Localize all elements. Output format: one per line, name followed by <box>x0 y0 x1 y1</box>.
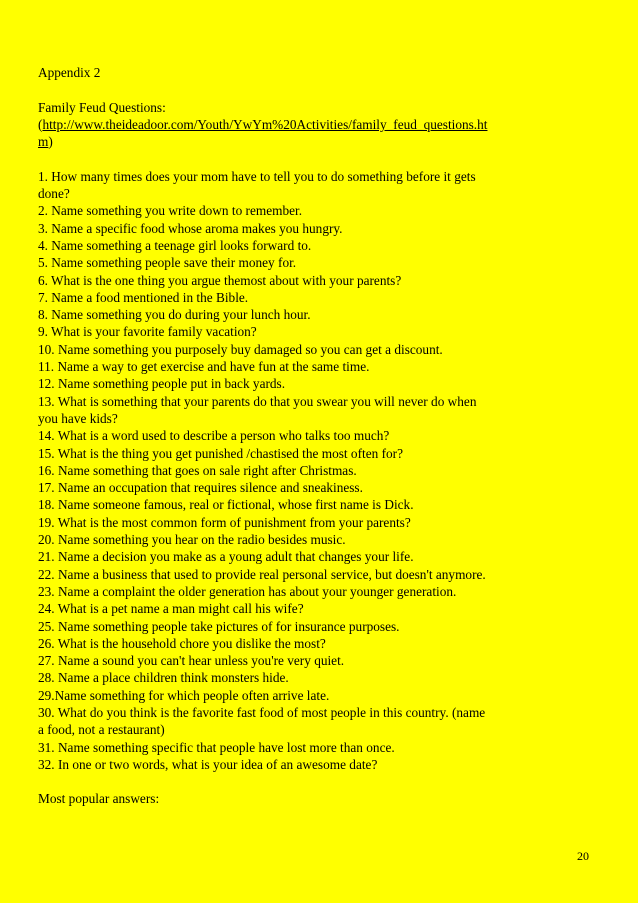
appendix-heading: Appendix 2 <box>38 65 101 80</box>
question-line: 1. How many times does your mom have to tell you to do something before it gets <box>38 168 476 184</box>
source-line-1 <box>38 116 558 133</box>
document-body <box>38 64 558 808</box>
question-line: 8. Name something you do during your lunch hour. <box>38 307 311 323</box>
source-open-paren: ( <box>38 116 43 132</box>
question-line: a food, not a restaurant) <box>38 722 165 738</box>
question-line: 23. Name a complaint the older generation has about your younger generation. <box>38 583 457 599</box>
question-line: 31. Name something specific that people have lost more than once. <box>38 739 395 755</box>
question-line: 4. Name something a teenage girl looks forward to. <box>38 237 312 253</box>
question-line: 9. What is your favorite family vacation? <box>38 324 257 340</box>
question-line: 25. Name something people take pictures of for insurance purposes. <box>38 618 400 634</box>
question-line: 6. What is the one thing you argue themost about with your parents? <box>38 272 402 288</box>
question-line: 24. What is a pet name a man might call his wife? <box>38 601 304 617</box>
spacer <box>38 81 558 98</box>
question-line: 16. Name something that goes on sale right after Christmas. <box>38 462 357 478</box>
question-line: 19. What is the most common form of punishment from your parents? <box>38 514 411 530</box>
answers-heading: Most popular answers: <box>38 791 160 807</box>
question-line: 7. Name a food mentioned in the Bible. <box>38 289 249 305</box>
page-number: 20 <box>577 849 589 863</box>
source-url-link-part2[interactable]: m <box>38 134 49 150</box>
question-line: 10. Name something you purposely buy damaged so you can get a discount. <box>38 341 443 357</box>
source-url-link-part1[interactable]: http://www.theideadoor.com/Youth/YwYm%20Activities/family_feud_questions.ht <box>42 116 488 132</box>
question-line: 29.Name something for which people often arrive late. <box>38 687 330 703</box>
question-line: you have kids? <box>38 410 118 426</box>
question-line: 26. What is the household chore you dislike the most? <box>38 635 326 651</box>
question-line: 13. What is something that your parents do that you swear you will never do when <box>38 393 477 409</box>
questions-list <box>38 168 558 773</box>
question-line: 30. What do you think is the favorite fast food of most people in this country. (name <box>38 704 486 720</box>
question-line: 17. Name an occupation that requires silence and sneakiness. <box>38 480 363 496</box>
question-line: 12. Name something people put in back yards. <box>38 376 286 392</box>
source-close-paren: ) <box>48 134 53 150</box>
source-line-2 <box>38 133 558 150</box>
question-line: 18. Name someone famous, real or fictional, whose first name is Dick. <box>38 497 414 513</box>
question-line: 15. What is the thing you get punished /chastised the most often for? <box>38 445 403 461</box>
question-line: 11. Name a way to get exercise and have fun at the same time. <box>38 359 370 375</box>
question-line: 21. Name a decision you make as a young adult that changes your life. <box>38 549 414 565</box>
question-line: 2. Name something you write down to remember. <box>38 203 303 219</box>
question-line: done? <box>38 186 70 202</box>
question-line: 28. Name a place children think monsters hide. <box>38 670 289 686</box>
question-line: 3. Name a specific food whose aroma makes you hungry. <box>38 220 343 236</box>
question-line: 27. Name a sound you can't hear unless you're very quiet. <box>38 653 345 669</box>
section-title: Family Feud Questions: <box>38 99 166 115</box>
question-line: 14. What is a word used to describe a person who talks too much? <box>38 428 390 444</box>
question-line: 32. In one or two words, what is your idea of an awesome date? <box>38 756 378 772</box>
question-line: 20. Name something you hear on the radio besides music. <box>38 532 346 548</box>
spacer <box>38 773 558 790</box>
question-line: 22. Name a business that used to provide real personal service, but doesn't anymore. <box>38 566 486 582</box>
spacer <box>38 150 558 167</box>
question-line: 5. Name something people save their money for. <box>38 255 297 271</box>
